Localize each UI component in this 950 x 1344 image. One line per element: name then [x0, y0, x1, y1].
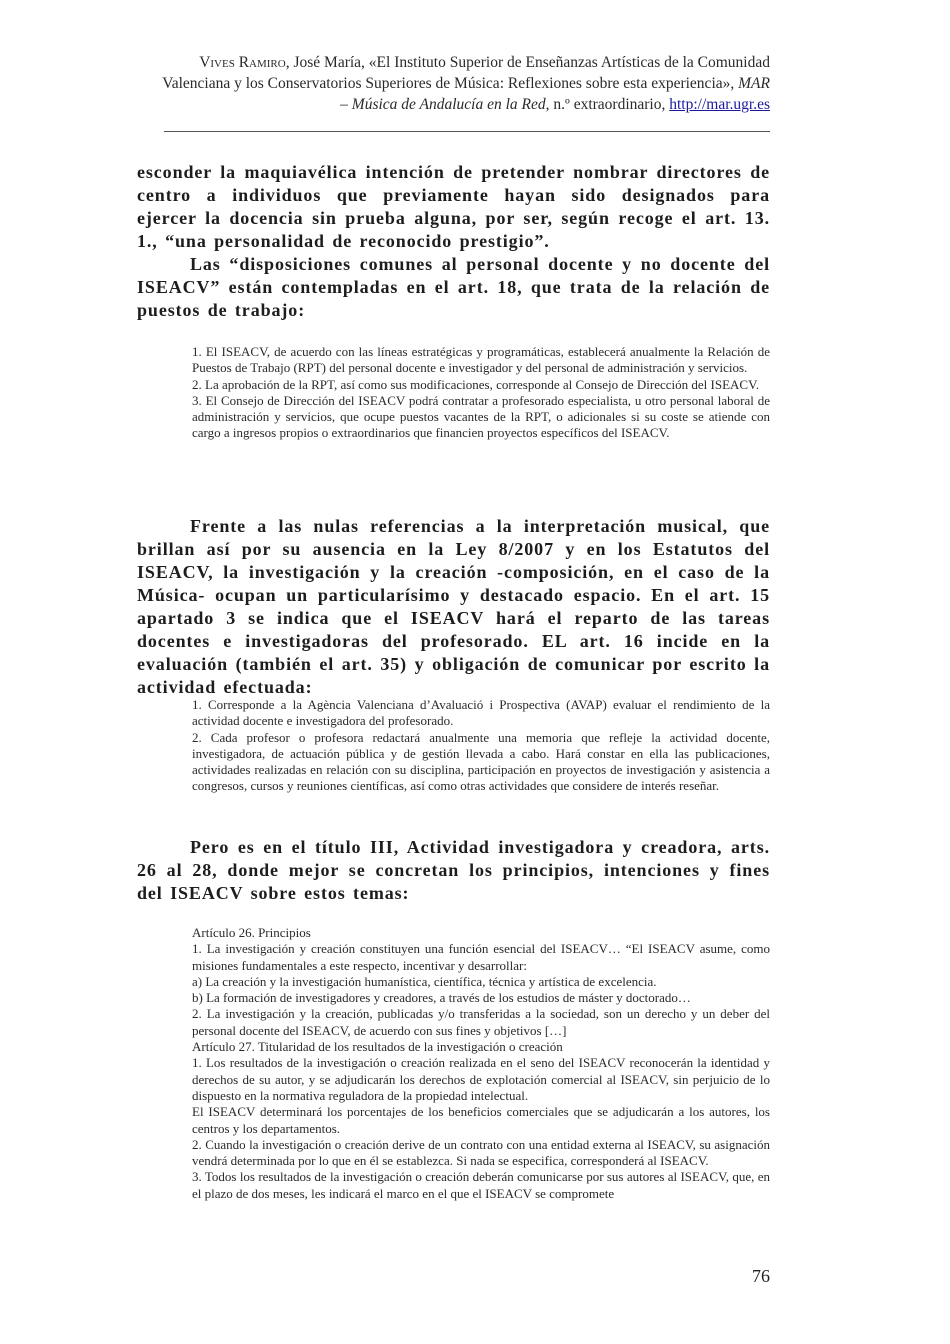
page-number: 76: [752, 1266, 770, 1286]
quote-item: a) La creación y la investigación humanística, científica, técnica y artística de excelencia.: [192, 973, 657, 989]
quote-item: 3. Todos los resultados de la investigación o creación deberán comunicarse por sus autores al ISEACV, que, en el plazo de dos meses, les indicará el marco en el que el ISEACV se compromete: [192, 1169, 770, 1201]
quote-item: b) La formación de investigadores y creadores, a través de los estudios de máster y doctorado…: [192, 990, 691, 1006]
quote-item: 2. Cuando la investigación o creación derive de un contrato con una entidad externa al ISEACV, su asignación vendrá determinada por lo que en él se establezca. Si nada se especifica, corresponderá al ISEACV.: [192, 1136, 770, 1169]
header-line1-rest: , José María, «El Instituto Superior de Enseñanzas Artísticas de la Comunidad: [285, 54, 770, 71]
paragraph-4: Pero es en el título III, Actividad investigadora y creadora, arts. 26 al 28, donde mejor se concretan los principios, intenciones y fines del ISEACV sobre estos temas:: [137, 837, 770, 903]
header-divider: [164, 131, 770, 132]
block-quote-2: [192, 697, 770, 795]
header-journal: MAR: [738, 75, 770, 92]
header-line-2: [140, 73, 770, 94]
quote-heading: Artículo 27. Titularidad de los resultados de la investigación o creación: [192, 1039, 563, 1055]
quote-item: 1. Los resultados de la investigación o creación realizada en el seno del ISEACV reconocerán la identidad y derechos de su autor, y se adjudicarán los derechos de explotación comercial al ISEACV, sin perjuicio de lo dispuesto en la normativa reguladora de la propiedad intelectual.: [192, 1055, 770, 1103]
header-line-3: [140, 94, 770, 115]
body-block-2: [137, 515, 770, 699]
quote-item: 3. El Consejo de Dirección del ISEACV podrá contratar a profesorado especialista, u otro personal laboral de administración y servicios, que ocupe puestos vacantes de la RPT, o adicionales si su coste se atiende con cargo a ingresos propios o extraordinarios que financien proyectos específicos del ISEACV.: [192, 392, 770, 441]
body-block-1: [137, 161, 770, 322]
header-issue: , n.º extraordinario,: [545, 96, 670, 113]
paragraph-1: esconder la maquiavélica intención de pretender nombrar directores de centro a individuos que previamente hayan sido designados para ejercer la docencia sin prueba alguna, por ser, según recoge el art. 13. 1., “una personalidad de reconocido prestigio”.: [137, 162, 770, 251]
block-quote-1: [192, 344, 770, 442]
running-header: [140, 52, 770, 115]
paragraph-2: Las “disposiciones comunes al personal docente y no docente del ISEACV” están contempladas en el art. 18, que trata de la relación de puestos de trabajo:: [137, 254, 770, 320]
quote-item: 2. La investigación y la creación, publicadas y/o transferidas a la sociedad, son un derecho y un deber del personal docente del ISEACV, de acuerdo con sus fines y objetivos […]: [192, 1006, 770, 1038]
header-line-1: [140, 52, 770, 73]
header-author: Vives Ramiro: [199, 54, 286, 71]
header-journal-subtitle: – Música de Andalucía en la Red: [340, 96, 546, 113]
quote-item: 2. Cada profesor o profesora redactará anualmente una memoria que refleje la actividad docente, investigadora, de actuación pública y de gestión llevada a cabo. Hará constar en ella las publicaciones, actividades realizadas en relación con su disciplina, participación en proyectos de investigación y asistencia a congresos, cursos y reuniones científicas, así como otras actividades que considere de interés reseñar.: [192, 729, 770, 794]
header-line2-text: Valenciana y los Conservatorios Superiores de Música: Reflexiones sobre esta experiencia»,: [162, 75, 739, 92]
quote-item: 1. La investigación y creación constituyen una función esencial del ISEACV… “El ISEACV asume, como misiones fundamentales a este respecto, incentivar y desarrollar:: [192, 941, 770, 973]
paragraph-3: Frente a las nulas referencias a la interpretación musical, que brillan así por su ausencia en la Ley 8/2007 y en los Estatutos del ISEACV, la investigación y la creación -composición, en el caso de la Música- ocupan un particularísimo y destacado espacio. En el art. 15 apartado 3 se indica que el ISEACV hará el reparto de las tareas docentes e investigadoras del profesorado. EL art. 16 incide en la evaluación (también el art. 35) y obligación de comunicar por escrito la actividad efectuada:: [137, 516, 770, 697]
body-block-3: [137, 836, 770, 905]
quote-item: 2. La aprobación de la RPT, así como sus modificaciones, corresponde al Consejo de Dirección del ISEACV.: [192, 376, 760, 392]
quote-item: El ISEACV determinará los porcentajes de los beneficios comerciales que se adjudicarán a los autores, los centros y los departamentos.: [192, 1104, 770, 1136]
header-url-link[interactable]: http://mar.ugr.es: [669, 96, 770, 113]
block-quote-3: [192, 925, 770, 1202]
quote-item: 1. El ISEACV, de acuerdo con las líneas estratégicas y programáticas, establecerá anualmente la Relación de Puestos de Trabajo (RPT) del personal docente e investigador y del personal de administración y servicios.: [192, 344, 770, 376]
quote-item: 1. Corresponde a la Agència Valenciana d’Avaluació i Prospectiva (AVAP) evaluar el rendimiento de la actividad docente e investigadora del profesorado.: [192, 697, 770, 729]
quote-heading: Artículo 26. Principios: [192, 925, 311, 940]
